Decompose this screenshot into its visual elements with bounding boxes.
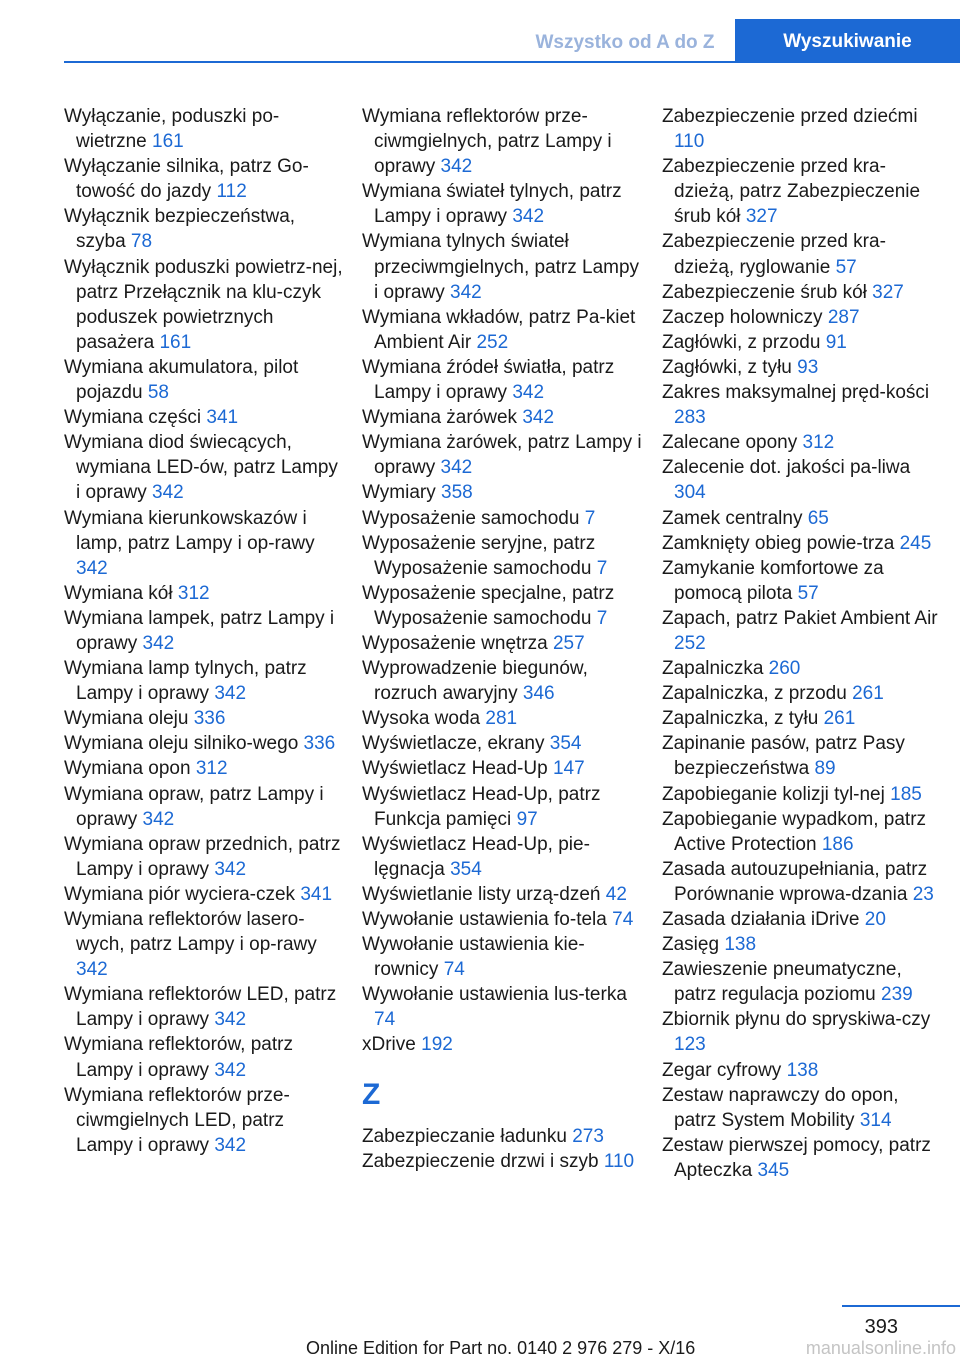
- index-entry: [64, 907, 344, 982]
- page-reference-link[interactable]: 185: [890, 783, 922, 805]
- index-entry: [662, 506, 942, 531]
- page-reference-link[interactable]: 252: [674, 632, 706, 654]
- page-reference-link[interactable]: 281: [485, 708, 518, 730]
- index-term: Wymiana diod świecących, wymiana LED-ów, patrz Lampy i oprawy: [64, 432, 338, 504]
- index-entry: [362, 882, 642, 907]
- index-entry: [662, 907, 942, 932]
- page-reference-link[interactable]: 74: [612, 909, 634, 930]
- index-column-1: [64, 104, 344, 1158]
- index-entry: [662, 782, 942, 807]
- page-reference-link[interactable]: 342: [214, 1059, 247, 1081]
- index-term: xDrive: [362, 1034, 416, 1056]
- index-term: Wymiana kół: [64, 582, 173, 604]
- index-term: Wywołanie ustawienia kie-rownicy: [362, 934, 585, 981]
- index-entry: [362, 531, 642, 581]
- page-reference-link[interactable]: 342: [450, 281, 482, 303]
- index-entry: [662, 606, 942, 656]
- index-term: Wymiana opraw, patrz Lampy i oprawy: [64, 783, 324, 830]
- page-reference-link[interactable]: 342: [214, 1134, 247, 1156]
- page-reference-link[interactable]: 342: [214, 858, 247, 880]
- index-entry: [662, 229, 942, 279]
- index-entry: [662, 330, 942, 355]
- page-reference-link[interactable]: 342: [440, 457, 473, 479]
- page-reference-link[interactable]: 23: [912, 883, 934, 905]
- index-term: Wyłącznik bezpieczeństwa, szyba: [64, 206, 296, 253]
- index-entry: [362, 782, 642, 832]
- page-reference-link[interactable]: 342: [522, 407, 555, 429]
- index-term: Zamknięty obieg powie-trza: [662, 532, 895, 554]
- header-rule: [64, 61, 960, 63]
- index-entry: [64, 1032, 344, 1082]
- watermark: manualsonline.info: [805, 1338, 956, 1358]
- index-term: Wymiana lampek, patrz Lampy i oprawy: [64, 607, 335, 654]
- page-reference-link[interactable]: 110: [603, 1150, 635, 1172]
- index-entry: [662, 807, 942, 857]
- index-term: Zabezpieczenie drzwi i szyb: [362, 1150, 599, 1172]
- page-reference-link[interactable]: 342: [142, 808, 175, 830]
- index-entry: [662, 104, 942, 154]
- page-reference-link[interactable]: 336: [193, 708, 226, 730]
- index-term: Wymiary: [362, 482, 436, 504]
- index-entry: [64, 255, 344, 355]
- page-reference-link[interactable]: 342: [76, 557, 108, 579]
- index-term: Wyświetlacze, ekrany: [362, 733, 545, 755]
- index-term: Zestaw naprawczy do opon, patrz System Mobility: [662, 1084, 899, 1131]
- index-entry: [362, 480, 642, 505]
- page-reference-link[interactable]: 192: [421, 1034, 453, 1056]
- index-entry: [662, 1058, 942, 1083]
- index-term: Zabezpieczenie śrub kół: [662, 281, 867, 303]
- tab-a-to-z[interactable]: Wszystko od A do Z: [535, 32, 715, 53]
- index-term: Wymiana żarówek: [362, 407, 518, 429]
- index-term: Wymiana opraw przednich, patrz Lampy i oprawy: [64, 833, 341, 880]
- index-term: Zapalniczka, z przodu: [662, 683, 847, 705]
- index-term: Zabezpieczenie przed kra-dzieżą, patrz Zabezpieczenie śrub kół: [662, 156, 921, 228]
- page-reference-link[interactable]: 112: [216, 181, 247, 203]
- index-entry: [662, 1083, 942, 1133]
- index-term: Wysoka woda: [362, 708, 481, 730]
- page-reference-link[interactable]: 342: [142, 632, 175, 654]
- index-term: Wyświetlacz Head-Up: [362, 758, 548, 780]
- index-entry: [362, 1032, 642, 1057]
- index-term: Wymiana żarówek, patrz Lampy i oprawy: [362, 432, 642, 479]
- index-term: Zapinanie pasów, patrz Pasy bezpieczeństwa: [662, 733, 905, 780]
- index-term: Wyposażenie specjalne, patrz Wyposażenie samochodu: [362, 582, 615, 629]
- index-entry: [662, 706, 942, 731]
- index-term: Zasada autouzupełniania, patrz Porównanie wprowa-dzania: [662, 858, 928, 905]
- page-reference-link[interactable]: 354: [450, 858, 482, 880]
- index-term: Zalecenie dot. jakości pa-liwa: [662, 457, 911, 479]
- index-entry: [362, 631, 642, 656]
- index-entry: [662, 531, 942, 556]
- index-term: Wymiana reflektorów prze-ciwmgielnych, patrz Lampy i oprawy: [362, 106, 612, 178]
- page-reference-link[interactable]: 314: [859, 1109, 892, 1131]
- page-reference-link[interactable]: 345: [757, 1159, 790, 1181]
- index-entry: [362, 731, 642, 756]
- index-entry: [64, 782, 344, 832]
- index-entry: [362, 907, 642, 932]
- index-term: Wymiana świateł tylnych, patrz Lampy i oprawy: [362, 181, 622, 228]
- index-entry: [662, 154, 942, 229]
- index-entry: [362, 355, 642, 405]
- index-entry: [362, 506, 642, 531]
- index-entry: [662, 280, 942, 305]
- index-term: Wyposażenie samochodu: [362, 507, 580, 529]
- page-reference-link[interactable]: 147: [552, 758, 585, 780]
- index-term: Zagłówki, z tyłu: [662, 356, 792, 378]
- index-term: Wymiana źródeł światła, patrz Lampy i oprawy: [362, 356, 615, 404]
- index-entry: [662, 1133, 942, 1183]
- index-entry: [662, 380, 942, 430]
- tab-search[interactable]: Wyszukiwanie: [735, 19, 960, 61]
- page-reference-link[interactable]: 346: [522, 683, 555, 705]
- index-term: Wymiana lamp tylnych, patrz Lampy i oprawy: [64, 658, 307, 705]
- index-term: Wymiana reflektorów prze-ciwmgielnych LED, patrz Lampy i oprawy: [64, 1084, 290, 1156]
- index-term: Zapach, patrz Pakiet Ambient Air: [662, 607, 938, 629]
- page-reference-link[interactable]: 312: [802, 432, 835, 454]
- index-term: Wywołanie ustawienia lus-terka: [362, 984, 627, 1006]
- index-entry: [64, 1083, 344, 1158]
- index-entry: [64, 355, 344, 405]
- page-reference-link[interactable]: 336: [303, 733, 336, 755]
- index-entry: [64, 606, 344, 656]
- index-term: Wyłączanie silnika, patrz Go-towość do jazdy: [64, 156, 309, 203]
- index-term: Wyświetlanie listy urzą-dzeń: [362, 883, 601, 905]
- page-reference-link[interactable]: 138: [724, 934, 757, 956]
- page-reference-link[interactable]: 58: [147, 382, 169, 404]
- page-number: 393: [864, 1316, 898, 1338]
- index-term: Wywołanie ustawienia fo-tela: [362, 909, 607, 930]
- page-reference-link[interactable]: 342: [512, 206, 545, 228]
- index-column-3: [662, 104, 942, 1183]
- page-reference-link[interactable]: 74: [443, 959, 465, 981]
- index-entry: [362, 430, 642, 480]
- index-entry: [362, 756, 642, 781]
- page-reference-link[interactable]: 65: [807, 507, 829, 529]
- index-term: Zabezpieczanie ładunku: [362, 1125, 567, 1147]
- index-term: Zestaw pierwszej pomocy, patrz Apteczka: [662, 1134, 931, 1181]
- page-reference-link[interactable]: 123: [674, 1034, 706, 1056]
- index-term: Wymiana piór wyciera-czek: [64, 883, 296, 905]
- index-entry: [662, 556, 942, 606]
- page-reference-link[interactable]: 273: [572, 1125, 604, 1147]
- page-reference-link[interactable]: 257: [552, 632, 585, 654]
- page-reference-link[interactable]: 110: [674, 131, 705, 153]
- page-reference-link[interactable]: 138: [786, 1059, 819, 1081]
- page-reference-link[interactable]: 342: [440, 156, 473, 178]
- page-reference-link[interactable]: 245: [899, 532, 932, 554]
- index-term: Wyposażenie wnętrza: [362, 632, 548, 654]
- index-term: Wymiana części: [64, 407, 202, 429]
- index-term: Wymiana oleju silniko-wego: [64, 733, 299, 755]
- page-reference-link[interactable]: 42: [605, 883, 627, 905]
- index-entry: [64, 882, 344, 907]
- index-term: Zamek centralny: [662, 507, 803, 529]
- index-term: Zaczep holowniczy: [662, 306, 823, 328]
- index-term: Wyświetlacz Head-Up, patrz Funkcja pamięci: [362, 783, 601, 830]
- page-reference-link[interactable]: 304: [674, 482, 706, 504]
- index-term: Zamykanie komfortowe za pomocą pilota: [662, 557, 884, 604]
- index-term: Zawieszenie pneumatyczne, patrz regulacja poziomu: [662, 959, 902, 1006]
- page-reference-link[interactable]: 341: [206, 407, 239, 429]
- index-term: Wymiana oleju: [64, 708, 189, 730]
- page-reference-link[interactable]: 7: [584, 507, 596, 529]
- page-reference-link[interactable]: 97: [516, 808, 538, 830]
- index-entry: [662, 430, 942, 455]
- index-entry: [362, 405, 642, 430]
- index-entry: [64, 154, 344, 204]
- index-entry: [64, 581, 344, 606]
- page-reference-link[interactable]: 89: [814, 758, 836, 780]
- index-entry: [362, 179, 642, 229]
- index-entry: [662, 731, 942, 781]
- index-term: Zasięg: [662, 934, 720, 956]
- index-entry: [64, 204, 344, 254]
- page-reference-link[interactable]: 342: [76, 959, 108, 981]
- index-term: Zapobieganie wypadkom, patrz Active Protection: [662, 808, 927, 855]
- index-term: Zakres maksymalnej pręd-kości: [662, 382, 930, 404]
- index-column-2: [362, 104, 642, 1174]
- index-entry: [64, 706, 344, 731]
- index-entry: [662, 957, 942, 1007]
- index-entry: [662, 857, 942, 907]
- page-reference-link[interactable]: 74: [374, 1009, 396, 1031]
- index-term: Zbiornik płynu do spryskiwa-czy: [662, 1009, 931, 1031]
- page-reference-link[interactable]: 91: [825, 331, 847, 353]
- index-entry: [362, 832, 642, 882]
- index-entry: [662, 355, 942, 380]
- index-entry: [64, 656, 344, 706]
- page-reference-link[interactable]: 261: [852, 683, 884, 705]
- index-entry: [662, 656, 942, 681]
- index-term: Wyłączanie, poduszki po-wietrzne: [64, 106, 280, 153]
- page-reference-link[interactable]: 327: [745, 206, 778, 228]
- section-letter: Z: [362, 1077, 381, 1111]
- index-entry: [662, 681, 942, 706]
- index-entry: [64, 405, 344, 430]
- index-entry: [362, 1124, 642, 1149]
- page-reference-link[interactable]: 20: [864, 909, 886, 930]
- page-reference-link[interactable]: 260: [768, 658, 801, 680]
- index-entry: [662, 305, 942, 330]
- index-entry: [64, 832, 344, 882]
- page-reference-link[interactable]: 57: [797, 582, 819, 604]
- index-entry: [64, 104, 344, 154]
- page-reference-link[interactable]: 342: [512, 382, 545, 404]
- page-reference-link[interactable]: 312: [195, 758, 228, 780]
- index-entry: [362, 581, 642, 631]
- index-entry: [362, 982, 642, 1032]
- page-reference-link[interactable]: 7: [596, 557, 608, 579]
- index-term: Wymiana kierunkowskazów i lamp, patrz Lampy i op-rawy: [64, 507, 315, 554]
- index-entry: [662, 932, 942, 957]
- footer-edition: Online Edition for Part no. 0140 2 976 279 - X/16: [306, 1338, 696, 1358]
- index-term: Wymiana reflektorów lasero-wych, patrz Lampy i op-rawy: [64, 909, 317, 956]
- index-entry: [362, 104, 642, 179]
- page-reference-link[interactable]: 261: [823, 708, 856, 730]
- index-term: Wymiana wkładów, patrz Pa-kiet Ambient Air: [362, 306, 636, 353]
- index-entry: [662, 455, 942, 505]
- index-term: Zabezpieczenie przed dziećmi: [662, 106, 918, 127]
- index-term: Zalecane opony: [662, 432, 798, 454]
- index-entry: [362, 706, 642, 731]
- page-reference-link[interactable]: 342: [152, 482, 184, 504]
- index-entry: [362, 656, 642, 706]
- index-entry: [362, 305, 642, 355]
- index-term: Zasada działania iDrive: [662, 909, 860, 930]
- index-entry: [64, 506, 344, 581]
- index-term: Zapalniczka: [662, 658, 764, 680]
- page-reference-link[interactable]: 342: [214, 1009, 247, 1031]
- index-term: Wyświetlacz Head-Up, pie-lęgnacja: [362, 833, 590, 880]
- page-reference-link[interactable]: 161: [159, 331, 192, 353]
- index-entry: [362, 1149, 642, 1174]
- index-term: Wymiana reflektorów LED, patrz Lampy i oprawy: [64, 984, 337, 1031]
- index-term: Zapobieganie kolizji tyl-nej: [662, 783, 885, 805]
- index-term: Wymiana opon: [64, 758, 191, 780]
- index-term: Wymiana akumulatora, pilot pojazdu: [64, 356, 299, 404]
- index-term: Zagłówki, z przodu: [662, 331, 821, 353]
- page-reference-link[interactable]: 239: [881, 984, 913, 1006]
- index-term: Zegar cyfrowy: [662, 1059, 782, 1081]
- page-reference-link[interactable]: 341: [300, 883, 333, 905]
- page-reference-link[interactable]: 342: [214, 683, 247, 705]
- page-reference-link[interactable]: 57: [835, 256, 857, 278]
- index-term: Wyłącznik poduszki powietrz-nej, patrz Przełącznik na klu-czyk poduszek powietrznych pasażera: [64, 256, 343, 353]
- page-reference-link[interactable]: 283: [674, 407, 706, 429]
- index-entry: [64, 756, 344, 781]
- index-entry: [662, 1007, 942, 1057]
- index-term: Wyposażenie seryjne, patrz Wyposażenie samochodu: [362, 532, 596, 579]
- index-entry: [362, 229, 642, 304]
- page-reference-link[interactable]: 354: [549, 733, 582, 755]
- page-reference-link[interactable]: 358: [441, 482, 473, 504]
- index-term: Wymiana reflektorów, patrz Lampy i oprawy: [64, 1034, 293, 1081]
- page-reference-link[interactable]: 78: [130, 231, 153, 253]
- index-term: Wymiana tylnych świateł przeciwmgielnych, patrz Lampy i oprawy: [362, 231, 640, 303]
- page-reference-link[interactable]: 287: [827, 306, 860, 328]
- index-entry: [362, 932, 642, 982]
- index-entry: [64, 731, 344, 756]
- page-reference-link[interactable]: 327: [872, 281, 904, 303]
- page-reference-link[interactable]: 161: [152, 131, 184, 153]
- index-entry: [64, 430, 344, 505]
- page-reference-link[interactable]: 93: [797, 356, 819, 378]
- index-term: Wyprowadzenie biegunów, rozruch awaryjny: [362, 658, 588, 705]
- page-reference-link[interactable]: 312: [177, 582, 210, 604]
- index-term: Zapalniczka, z tyłu: [662, 708, 819, 730]
- page-reference-link[interactable]: 186: [821, 833, 854, 855]
- index-term: Zabezpieczenie przed kra-dzieżą, ryglowanie: [662, 231, 886, 278]
- index-entry: [64, 982, 344, 1032]
- page-reference-link[interactable]: 7: [596, 607, 608, 629]
- page-reference-link[interactable]: 252: [476, 331, 509, 353]
- footer-rule: [842, 1305, 960, 1307]
